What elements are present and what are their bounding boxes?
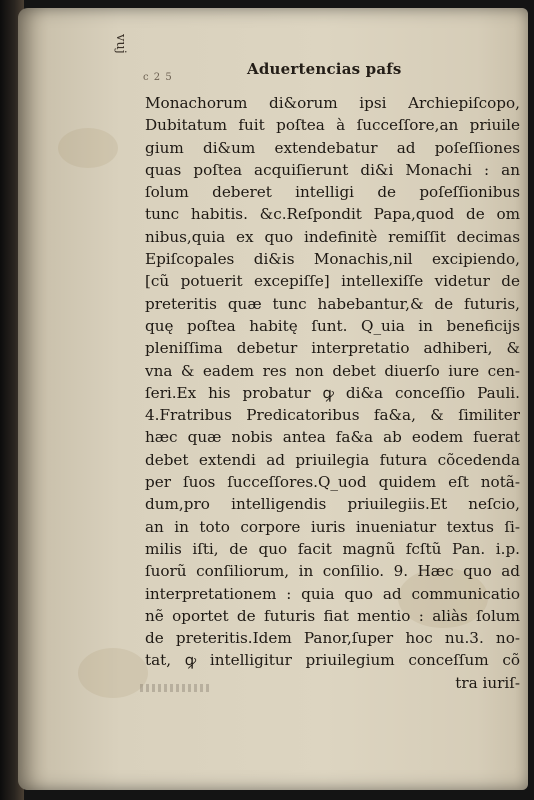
text-line: an in toto corpore iuris inueniatur textus ſi-	[145, 517, 520, 536]
text-line: Monachorum di&orum ipsi Archiepiſcopo,	[145, 94, 520, 112]
text-line: interpretationem : quia quo ad communicatio	[145, 584, 520, 603]
text-line: nẽ oportet de futuris fiat mentio : aliàs ſolum	[145, 606, 520, 625]
body-text	[145, 92, 520, 694]
text-line: dum,pro intelligendis priuilegiis.Et neſcio,	[145, 495, 520, 514]
paper-stain	[58, 128, 118, 168]
text-line: hæc quæ nobis antea fa&a ab eodem fuerat	[145, 428, 520, 447]
signature-mark: c 2 5	[143, 72, 173, 83]
faint-marking	[140, 684, 210, 692]
text-line: quę poſtea habitę ſunt. Q_uia in beneficijs	[145, 316, 520, 335]
text-line: nibus,quia ex quo indefinitè remiſſit decimas	[145, 227, 520, 246]
text-line: 4.Fratribus Predicatoribus fa&a, & ſimiliter	[145, 406, 520, 425]
text-line: Dubitatum fuit poſtea à ſucceſſore,an priuile	[145, 116, 520, 135]
text-line: ſeri.Ex his probatur ꝙ di&a conceſſio Pauli.	[145, 383, 520, 402]
text-line: per ſuos ſucceſſores.Q_uod quidem eſt notã-	[145, 473, 520, 492]
text-line: tat, ꝙ intelligitur priuilegium conceſſum cõ	[145, 651, 520, 670]
margin-annotation: vuj	[113, 34, 128, 54]
text-line: milis iſti, de quo facit magnũ fcſtũ Pan. i.p.	[145, 539, 520, 558]
text-line: gium di&um extendebatur ad poſeſſiones	[145, 138, 520, 157]
catchword: tra iuriſ-	[455, 673, 520, 692]
text-line: ſolum deberet intelligi de poſeſſionibus	[145, 183, 520, 202]
text-line: vna & eadem res non debet diuerſo iure cen-	[145, 361, 520, 380]
paper-stain	[78, 648, 148, 698]
text-line: tunc habitis. &c.Reſpondit Papa,quod de om	[145, 205, 520, 224]
running-header: Aduertencias pafs	[247, 60, 402, 78]
text-line: Epiſcopales di&is Monachis,nil excipiendo,	[145, 250, 520, 269]
text-line: [cũ potuerit excepiſſe] intellexiſſe videtur de	[145, 272, 520, 291]
text-line: debet extendi ad priuilegia futura cõcedenda	[145, 450, 520, 469]
text-line: preteritis quæ tunc habebantur,& de futuris,	[145, 294, 520, 313]
text-line: quas poſtea acquiſierunt di&i Monachi : an	[145, 160, 520, 179]
text-line: de preteritis.Idem Panor,ſuper hoc nu.3. no-	[145, 629, 520, 648]
text-line: ſuorũ conſiliorum, in conſilio. 9. Hæc quo ad	[145, 562, 520, 581]
text-line: pleniſſima debetur interpretatio adhiberi, &	[145, 339, 520, 358]
